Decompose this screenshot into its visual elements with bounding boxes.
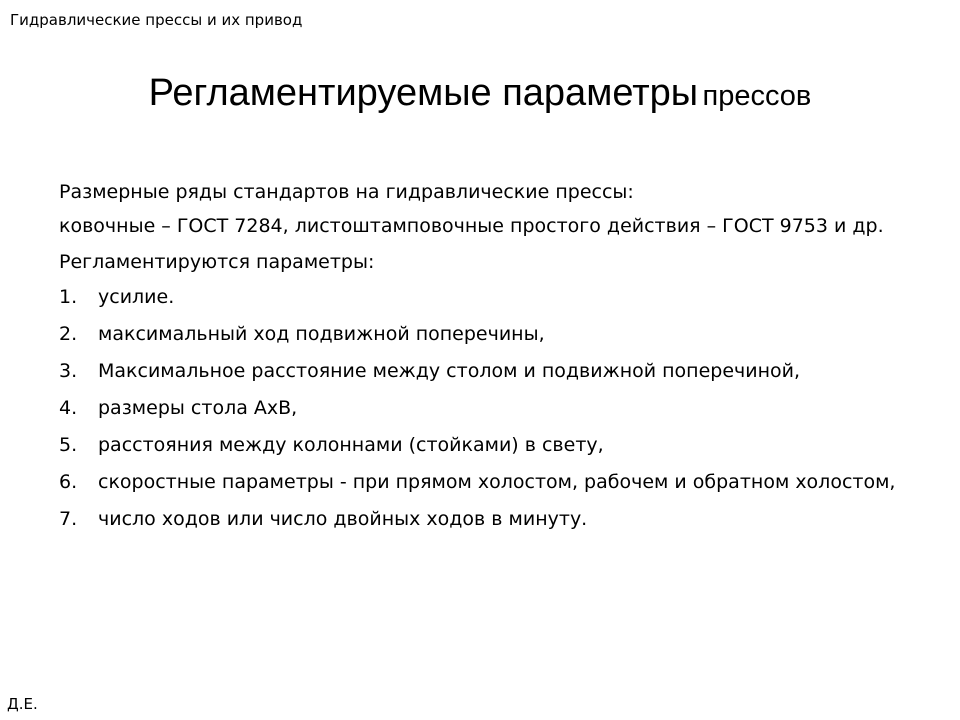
list-item-number: 3.	[59, 360, 78, 382]
list-item-text: максимальный ход подвижной поперечины,	[98, 323, 545, 345]
list-item-number: 6.	[59, 471, 78, 493]
list-item-text: усилие.	[98, 286, 175, 308]
slide-body	[59, 176, 919, 540]
slide-header-topic: Гидравлические прессы и их привод	[10, 11, 303, 29]
slide-title	[0, 68, 960, 126]
list-item-text: расстояния между колоннами (стойками) в свету,	[98, 434, 604, 456]
list-item-number: 1.	[59, 286, 78, 308]
list-item-number: 4.	[59, 397, 78, 419]
list-item-number: 7.	[59, 508, 78, 530]
list-item	[59, 392, 919, 425]
list-item	[59, 318, 919, 351]
list-item-text: скоростные параметры - при прямом холостом, рабочем и обратном холостом,	[98, 471, 896, 493]
slide-title-tail: прессов	[702, 80, 812, 112]
intro-paragraph: Размерные ряды стандартов на гидравлические прессы:	[59, 181, 634, 203]
footer-initials: Д.Е.	[7, 695, 38, 713]
list-item	[59, 281, 919, 314]
parameters-list	[59, 281, 919, 536]
list-item	[59, 429, 919, 462]
list-item-text: размеры стола AxB,	[98, 397, 298, 419]
list-item	[59, 466, 919, 499]
standards-paragraph: ковочные – ГОСТ 7284, листоштамповочные простого действия – ГОСТ 9753 и др.	[59, 215, 884, 237]
regulated-heading: Регламентируются параметры:	[59, 251, 375, 273]
list-item-number: 5.	[59, 434, 78, 456]
list-item-text: число ходов или число двойных ходов в минуту.	[98, 508, 588, 530]
slide-title-main: Регламентируемые параметры	[148, 72, 699, 114]
list-item	[59, 355, 919, 388]
list-item-text: Максимальное расстояние между столом и подвижной поперечиной,	[98, 360, 801, 382]
list-item	[59, 503, 919, 536]
list-item-number: 2.	[59, 323, 78, 345]
